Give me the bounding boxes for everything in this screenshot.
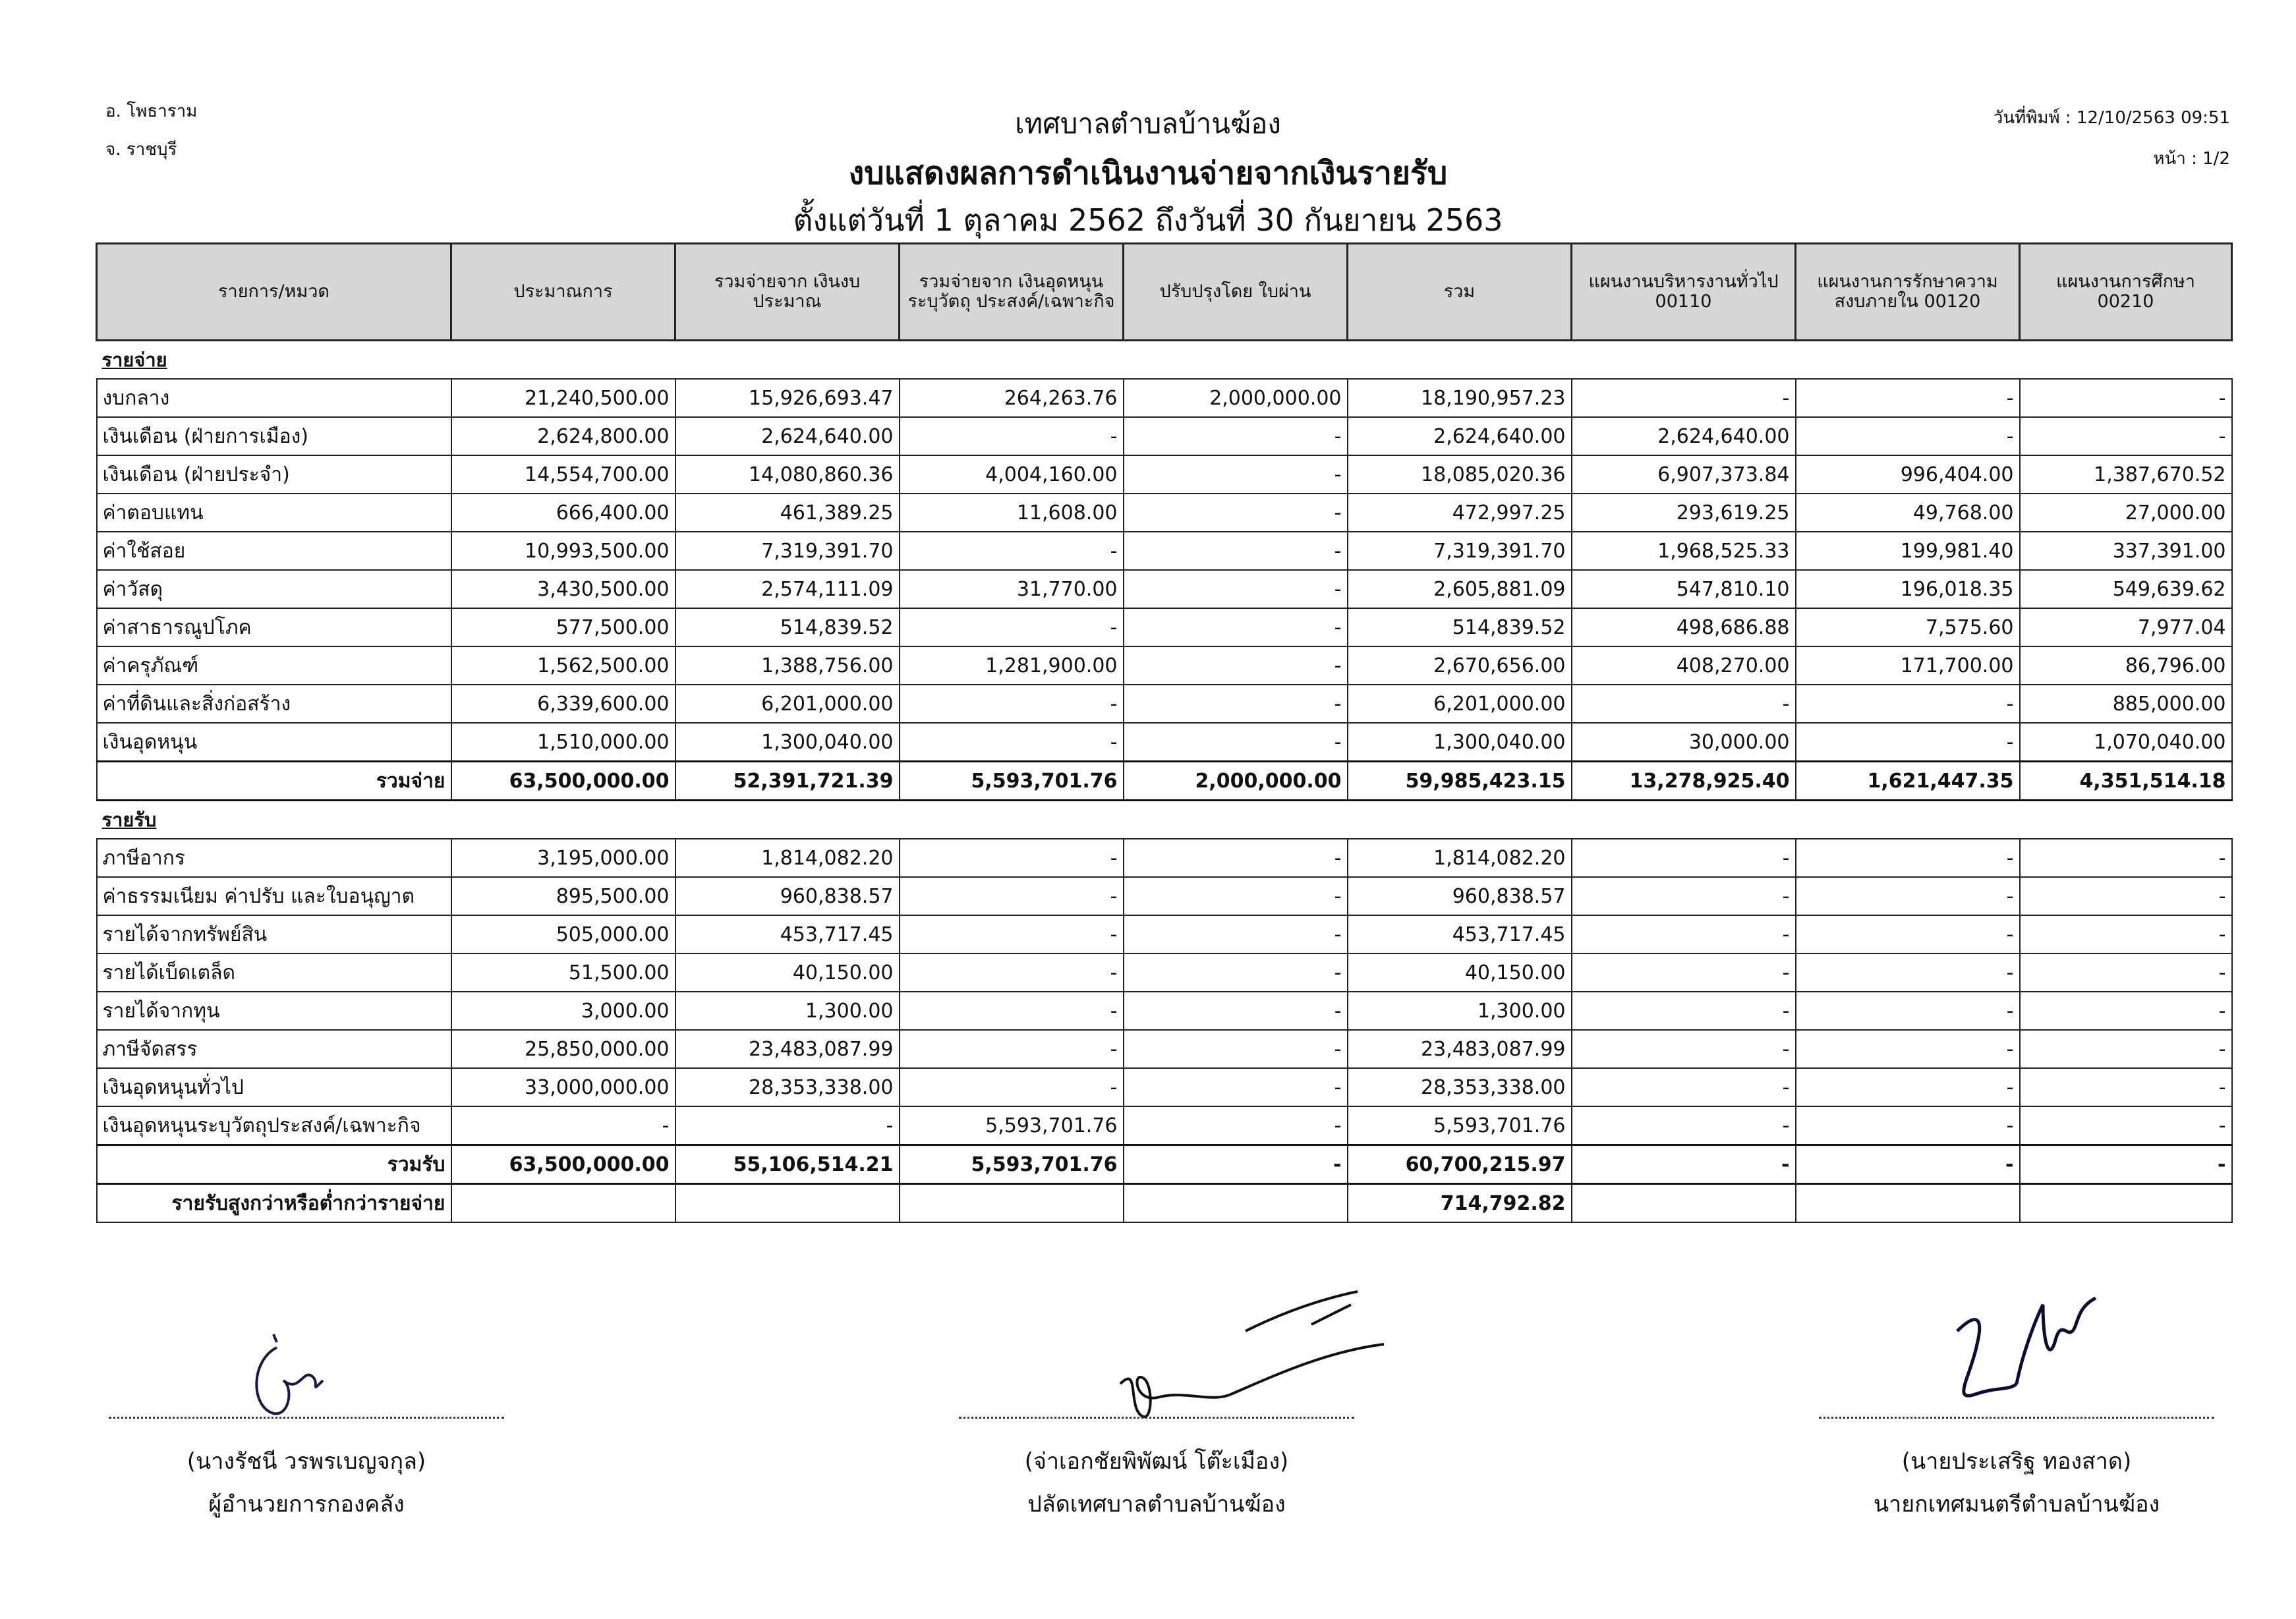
- cell-value: 1,621,447.35: [1796, 762, 2020, 801]
- cell-value: -: [1572, 1106, 1796, 1145]
- col-header-estimate: ประมาณการ: [451, 244, 675, 341]
- province: จ. ราชบุรี: [105, 140, 177, 159]
- cell-value: -: [900, 1068, 1124, 1106]
- cell-value: 666,400.00: [451, 494, 675, 532]
- cell-value: 960,838.57: [675, 877, 900, 915]
- table-row: [97, 455, 2232, 494]
- cell-value: [2020, 1184, 2232, 1223]
- cell-value: 547,810.10: [1572, 570, 1796, 608]
- table-row: [97, 953, 2232, 992]
- cell-value: 52,391,721.39: [675, 762, 900, 801]
- cell-value: 498,686.88: [1572, 608, 1796, 646]
- cell-value: 1,387,670.52: [2020, 455, 2232, 494]
- cell-value: -: [675, 1106, 900, 1145]
- cell-value: -: [1796, 1068, 2020, 1106]
- row-label: งบกลาง: [97, 379, 451, 417]
- row-label: ภาษีอากร: [97, 839, 451, 877]
- cell-value: 1,814,082.20: [675, 839, 900, 877]
- cell-value: 7,319,391.70: [675, 532, 900, 570]
- cell-value: -: [1124, 646, 1348, 685]
- cell-value: -: [1572, 839, 1796, 877]
- cell-value: 960,838.57: [1348, 877, 1572, 915]
- cell-value: -: [1572, 877, 1796, 915]
- cell-value: 33,000,000.00: [451, 1068, 675, 1106]
- row-label: รายรับสูงกว่าหรือต่ำกว่ารายจ่าย: [97, 1184, 451, 1223]
- cell-value: 196,018.35: [1796, 570, 2020, 608]
- row-label: ภาษีจัดสรร: [97, 1030, 451, 1068]
- table-row: [97, 532, 2232, 570]
- row-label: รายได้จากทุน: [97, 992, 451, 1030]
- row-label: รวมจ่าย: [97, 762, 451, 801]
- cell-value: 55,106,514.21: [675, 1145, 900, 1184]
- cell-value: -: [1796, 915, 2020, 953]
- cell-value: 40,150.00: [675, 953, 900, 992]
- cell-value: -: [1572, 1068, 1796, 1106]
- col-header-total: รวม: [1348, 244, 1572, 341]
- row-label: ค่าสาธารณูปโภค: [97, 608, 451, 646]
- cell-value: 14,080,860.36: [675, 455, 900, 494]
- cell-value: 49,768.00: [1796, 494, 2020, 532]
- cell-value: -: [1124, 915, 1348, 953]
- row-label: ค่าตอบแทน: [97, 494, 451, 532]
- cell-value: 6,201,000.00: [675, 685, 900, 723]
- table-row: [97, 915, 2232, 953]
- cell-value: 1,300,040.00: [1348, 723, 1572, 762]
- col-header-plan-00120: แผนงานการรักษาความ สงบภายใน 00120: [1796, 244, 2020, 341]
- table-row: [97, 608, 2232, 646]
- cell-value: 6,907,373.84: [1572, 455, 1796, 494]
- cell-value: -: [1796, 953, 2020, 992]
- cell-value: 2,624,640.00: [1572, 417, 1796, 455]
- cell-value: 895,500.00: [451, 877, 675, 915]
- table-row: [97, 417, 2232, 455]
- cell-value: 7,977.04: [2020, 608, 2232, 646]
- cell-value: 714,792.82: [1348, 1184, 1572, 1223]
- table-header-row: [97, 244, 2232, 341]
- cell-value: 2,624,640.00: [1348, 417, 1572, 455]
- cell-value: 4,351,514.18: [2020, 762, 2232, 801]
- cell-value: 27,000.00: [2020, 494, 2232, 532]
- surplus-row: [97, 1184, 2232, 1223]
- report-table: [96, 242, 2233, 1223]
- district: อ. โพธาราม: [105, 101, 198, 121]
- section-expenses: [97, 341, 2232, 380]
- row-label: เงินอุดหนุนระบุวัตถุประสงค์/เฉพาะกิจ: [97, 1106, 451, 1145]
- report-period: ตั้งแต่วันที่ 1 ตุลาคม 2562 ถึงวันที่ 30 กันยายน 2563: [793, 202, 1503, 238]
- cell-value: 5,593,701.76: [900, 1145, 1124, 1184]
- cell-value: 996,404.00: [1796, 455, 2020, 494]
- cell-value: -: [1124, 685, 1348, 723]
- signatory-1-name: (นางรัชนี วรพรเบญจกุล): [187, 1448, 426, 1475]
- cell-value: 1,281,900.00: [900, 646, 1124, 685]
- cell-value: -: [2020, 839, 2232, 877]
- cell-value: 514,839.52: [675, 608, 900, 646]
- cell-value: -: [2020, 915, 2232, 953]
- cell-value: -: [2020, 1106, 2232, 1145]
- report-title: งบแสดงผลการดำเนินงานจ่ายจากเงินรายรับ: [848, 155, 1448, 192]
- cell-value: -: [2020, 1030, 2232, 1068]
- cell-value: 453,717.45: [1348, 915, 1572, 953]
- cell-value: -: [1124, 494, 1348, 532]
- cell-value: -: [1572, 1145, 1796, 1184]
- cell-value: 60,700,215.97: [1348, 1145, 1572, 1184]
- row-label: รวมรับ: [97, 1145, 451, 1184]
- cell-value: -: [1572, 992, 1796, 1030]
- table-row: [97, 570, 2232, 608]
- cell-value: 461,389.25: [675, 494, 900, 532]
- cell-value: 5,593,701.76: [900, 1106, 1124, 1145]
- cell-value: 1,300.00: [1348, 992, 1572, 1030]
- table-row: [97, 723, 2232, 762]
- cell-value: 3,000.00: [451, 992, 675, 1030]
- signatory-3-title: นายกเทศมนตรีตำบลบ้านฆ้อง: [1873, 1491, 2160, 1518]
- cell-value: [675, 1184, 900, 1223]
- cell-value: 264,263.76: [900, 379, 1124, 417]
- signature-mayor: [1937, 1278, 2109, 1410]
- cell-value: 11,608.00: [900, 494, 1124, 532]
- cell-value: 2,605,881.09: [1348, 570, 1572, 608]
- row-label: เงินเดือน (ฝ่ายประจำ): [97, 455, 451, 494]
- cell-value: 63,500,000.00: [451, 1145, 675, 1184]
- cell-value: -: [1124, 723, 1348, 762]
- signature-line-3: [1819, 1417, 2214, 1419]
- cell-value: -: [2020, 992, 2232, 1030]
- cell-value: 199,981.40: [1796, 532, 2020, 570]
- cell-value: 18,190,957.23: [1348, 379, 1572, 417]
- cell-value: -: [2020, 1145, 2232, 1184]
- cell-value: 1,814,082.20: [1348, 839, 1572, 877]
- cell-value: 63,500,000.00: [451, 762, 675, 801]
- cell-value: 59,985,423.15: [1348, 762, 1572, 801]
- cell-value: 14,554,700.00: [451, 455, 675, 494]
- cell-value: 5,593,701.76: [1348, 1106, 1572, 1145]
- cell-value: 453,717.45: [675, 915, 900, 953]
- cell-value: 7,319,391.70: [1348, 532, 1572, 570]
- cell-value: [1124, 1184, 1348, 1223]
- cell-value: [1796, 1184, 2020, 1223]
- cell-value: 171,700.00: [1796, 646, 2020, 685]
- cell-value: -: [1124, 570, 1348, 608]
- cell-value: 1,968,525.33: [1572, 532, 1796, 570]
- cell-value: -: [900, 1030, 1124, 1068]
- cell-value: -: [451, 1106, 675, 1145]
- table-row: [97, 1068, 2232, 1106]
- cell-value: 5,593,701.76: [900, 762, 1124, 801]
- cell-value: -: [2020, 417, 2232, 455]
- table-row: [97, 685, 2232, 723]
- cell-value: -: [1796, 1030, 2020, 1068]
- cell-value: -: [1796, 723, 2020, 762]
- cell-value: -: [1796, 839, 2020, 877]
- cell-value: -: [1796, 992, 2020, 1030]
- cell-value: 885,000.00: [2020, 685, 2232, 723]
- expense-total-row: [97, 762, 2232, 801]
- row-label: ค่าที่ดินและสิ่งก่อสร้าง: [97, 685, 451, 723]
- cell-value: -: [1124, 532, 1348, 570]
- signatory-3-name: (นายประเสริฐ ทองสาด): [1901, 1448, 2132, 1475]
- cell-value: -: [1124, 877, 1348, 915]
- cell-value: -: [900, 685, 1124, 723]
- col-header-item: รายการ/หมวด: [97, 244, 451, 341]
- cell-value: 2,000,000.00: [1124, 379, 1348, 417]
- table-row: [97, 1106, 2232, 1145]
- cell-value: -: [1124, 1106, 1348, 1145]
- cell-value: 505,000.00: [451, 915, 675, 953]
- cell-value: 549,639.62: [2020, 570, 2232, 608]
- signature-line-1: [109, 1417, 504, 1419]
- cell-value: -: [1124, 455, 1348, 494]
- cell-value: -: [900, 608, 1124, 646]
- cell-value: -: [1124, 1068, 1348, 1106]
- cell-value: 28,353,338.00: [675, 1068, 900, 1106]
- signature-finance-director: [237, 1328, 330, 1420]
- cell-value: 15,926,693.47: [675, 379, 900, 417]
- signatory-1-title: ผู้อำนวยการกองคลัง: [208, 1491, 405, 1518]
- cell-value: 21,240,500.00: [451, 379, 675, 417]
- cell-value: 2,624,640.00: [675, 417, 900, 455]
- section-label: รายรับ: [101, 809, 157, 831]
- row-label: ค่าใช้สอย: [97, 532, 451, 570]
- organization-name: เทศบาลตำบลบ้านฆ้อง: [1015, 107, 1281, 140]
- cell-value: 6,339,600.00: [451, 685, 675, 723]
- cell-value: -: [1572, 953, 1796, 992]
- cell-value: -: [1572, 1030, 1796, 1068]
- cell-value: 13,278,925.40: [1572, 762, 1796, 801]
- cell-value: -: [1572, 915, 1796, 953]
- cell-value: 514,839.52: [1348, 608, 1572, 646]
- cell-value: -: [1796, 685, 2020, 723]
- signature-line-2: [959, 1417, 1354, 1419]
- row-label: รายได้เบ็ดเตล็ด: [97, 953, 451, 992]
- signature-municipal-clerk: [1114, 1278, 1391, 1430]
- col-header-budget-spent: รวมจ่ายจาก เงินงบประมาณ: [675, 244, 900, 341]
- cell-value: -: [1124, 417, 1348, 455]
- cell-value: -: [900, 532, 1124, 570]
- row-label: ค่าธรรมเนียม ค่าปรับ และใบอนุญาต: [97, 877, 451, 915]
- cell-value: 2,000,000.00: [1124, 762, 1348, 801]
- cell-value: 1,300,040.00: [675, 723, 900, 762]
- cell-value: -: [2020, 953, 2232, 992]
- cell-value: -: [1124, 608, 1348, 646]
- cell-value: 23,483,087.99: [1348, 1030, 1572, 1068]
- table-row: [97, 839, 2232, 877]
- cell-value: 1,300.00: [675, 992, 900, 1030]
- cell-value: 51,500.00: [451, 953, 675, 992]
- cell-value: 30,000.00: [1572, 723, 1796, 762]
- signatory-2-name: (จ่าเอกชัยพิพัฒน์ โต๊ะเมือง): [1024, 1448, 1289, 1475]
- cell-value: -: [1572, 379, 1796, 417]
- cell-value: -: [1124, 992, 1348, 1030]
- table-row: [97, 494, 2232, 532]
- page-number: หน้า : 1/2: [2153, 149, 2230, 169]
- cell-value: 3,430,500.00: [451, 570, 675, 608]
- cell-value: 1,388,756.00: [675, 646, 900, 685]
- table-row: [97, 646, 2232, 685]
- cell-value: 18,085,020.36: [1348, 455, 1572, 494]
- cell-value: 28,353,338.00: [1348, 1068, 1572, 1106]
- cell-value: 40,150.00: [1348, 953, 1572, 992]
- table-row: [97, 1030, 2232, 1068]
- cell-value: -: [2020, 379, 2232, 417]
- cell-value: -: [900, 915, 1124, 953]
- cell-value: 293,619.25: [1572, 494, 1796, 532]
- cell-value: [451, 1184, 675, 1223]
- cell-value: -: [1572, 685, 1796, 723]
- table-body: [97, 341, 2232, 1223]
- cell-value: 337,391.00: [2020, 532, 2232, 570]
- cell-value: 6,201,000.00: [1348, 685, 1572, 723]
- cell-value: 2,574,111.09: [675, 570, 900, 608]
- cell-value: 1,510,000.00: [451, 723, 675, 762]
- income-total-row: [97, 1145, 2232, 1184]
- cell-value: 3,195,000.00: [451, 839, 675, 877]
- cell-value: 4,004,160.00: [900, 455, 1124, 494]
- cell-value: [900, 1184, 1124, 1223]
- cell-value: -: [1124, 839, 1348, 877]
- cell-value: -: [2020, 877, 2232, 915]
- cell-value: -: [1796, 379, 2020, 417]
- cell-value: 31,770.00: [900, 570, 1124, 608]
- signatory-2-title: ปลัดเทศบาลตำบลบ้านฆ้อง: [1027, 1491, 1286, 1518]
- cell-value: -: [1796, 1106, 2020, 1145]
- cell-value: -: [1124, 953, 1348, 992]
- row-label: เงินอุดหนุน: [97, 723, 451, 762]
- cell-value: -: [900, 839, 1124, 877]
- row-label: ค่าวัสดุ: [97, 570, 451, 608]
- row-label: เงินอุดหนุนทั่วไป: [97, 1068, 451, 1106]
- cell-value: 577,500.00: [451, 608, 675, 646]
- cell-value: -: [900, 723, 1124, 762]
- cell-value: 25,850,000.00: [451, 1030, 675, 1068]
- cell-value: 1,070,040.00: [2020, 723, 2232, 762]
- col-header-adjustment: ปรับปรุงโดย ใบผ่าน: [1124, 244, 1348, 341]
- cell-value: -: [900, 417, 1124, 455]
- cell-value: -: [1124, 1030, 1348, 1068]
- cell-value: -: [1796, 877, 2020, 915]
- cell-value: 10,993,500.00: [451, 532, 675, 570]
- table-row: [97, 992, 2232, 1030]
- cell-value: -: [1124, 1145, 1348, 1184]
- col-header-plan-00110: แผนงานบริหารงานทั่วไป 00110: [1572, 244, 1796, 341]
- cell-value: -: [1796, 1145, 2020, 1184]
- cell-value: 86,796.00: [2020, 646, 2232, 685]
- table-row: [97, 379, 2232, 417]
- row-label: รายได้จากทรัพย์สิน: [97, 915, 451, 953]
- cell-value: 2,670,656.00: [1348, 646, 1572, 685]
- cell-value: -: [2020, 1068, 2232, 1106]
- cell-value: [1572, 1184, 1796, 1223]
- cell-value: 23,483,087.99: [675, 1030, 900, 1068]
- cell-value: -: [1796, 417, 2020, 455]
- cell-value: -: [900, 877, 1124, 915]
- row-label: ค่าครุภัณฑ์: [97, 646, 451, 685]
- section-incomes: [97, 801, 2232, 839]
- col-header-grant-spent: รวมจ่ายจาก เงินอุดหนุนระบุวัตถุ ประสงค์/เฉพาะกิจ: [900, 244, 1124, 341]
- col-header-plan-00210: แผนงานการศึกษา 00210: [2020, 244, 2232, 341]
- cell-value: 2,624,800.00: [451, 417, 675, 455]
- cell-value: 7,575.60: [1796, 608, 2020, 646]
- section-label: รายจ่าย: [101, 349, 167, 371]
- row-label: เงินเดือน (ฝ่ายการเมือง): [97, 417, 451, 455]
- cell-value: 472,997.25: [1348, 494, 1572, 532]
- cell-value: 408,270.00: [1572, 646, 1796, 685]
- cell-value: -: [900, 992, 1124, 1030]
- table-row: [97, 877, 2232, 915]
- cell-value: -: [900, 953, 1124, 992]
- print-date: วันที่พิมพ์ : 12/10/2563 09:51: [1993, 108, 2230, 128]
- cell-value: 1,562,500.00: [451, 646, 675, 685]
